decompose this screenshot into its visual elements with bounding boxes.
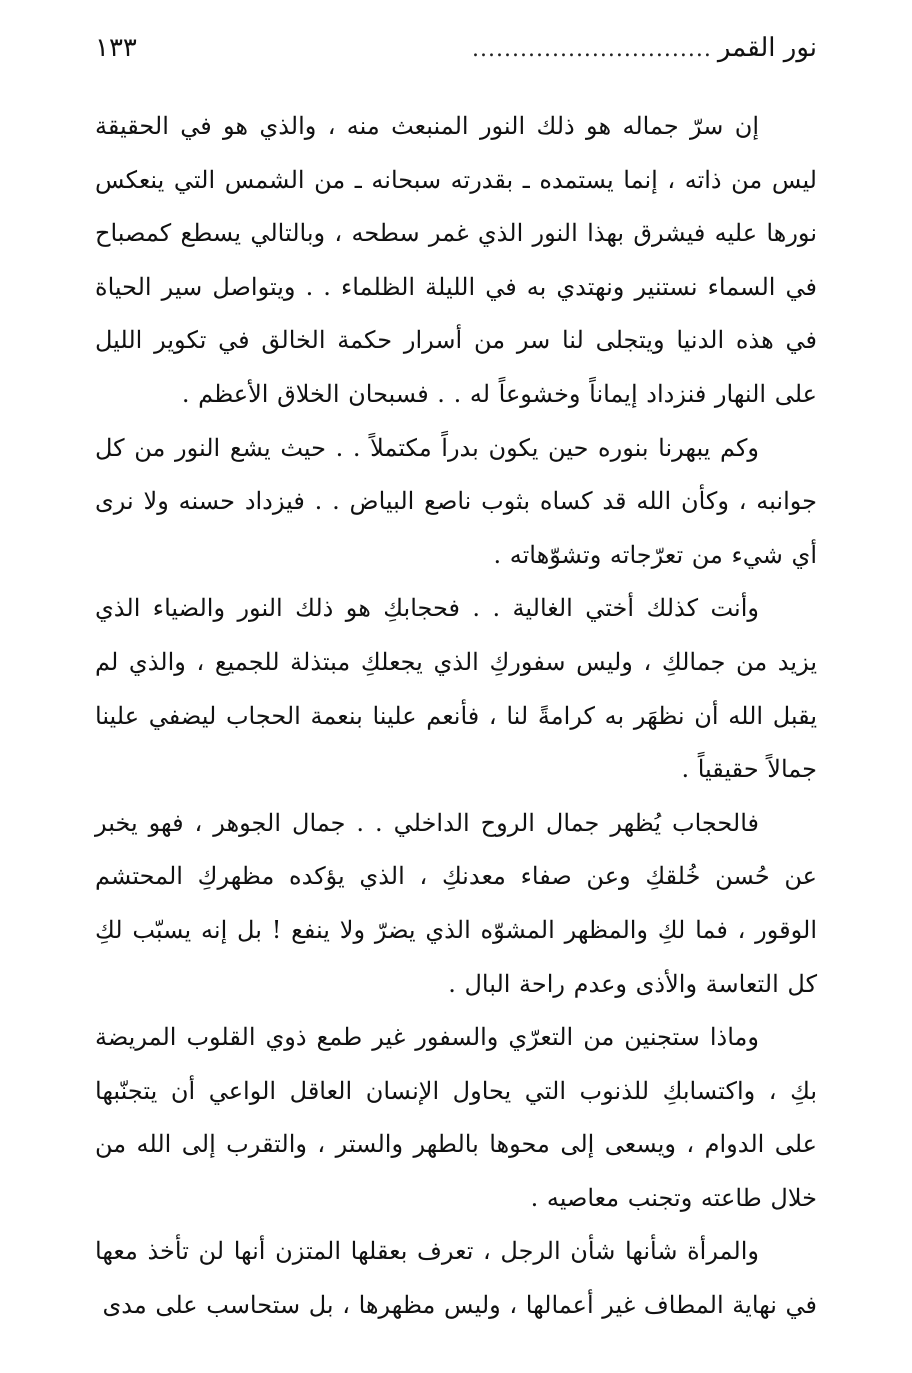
header-leader-dots: .............................. [472, 37, 712, 62]
paragraph-3: وأنت كذلك أختي الغالية . . فحجابكِ هو ذلك النور والضياء الذي يزيد من جمالكِ ، وليس سفوركِ الذي يجعلكِ مبتذلة للجميع ، والذي لم يقبل الله أن نظهَر به كرامةً لنا ، فأنعم علينا بنعمة الحجاب ليضفي علينا جمالاً حقيقياً . [95, 594, 817, 784]
book-title: نور القمر [717, 33, 817, 63]
paragraph-1: إن سرّ جماله هو ذلك النور المنبعث منه ، والذي هو في الحقيقة ليس من ذاته ، إنما يستمده ـ بقدرته سبحانه ـ من الشمس التي ينعكس نورها عليه فيشرق بهذا النور الذي غمر سطحه ، وبالتالي يسطع كمصباح في السماء نستنير ونهتدي به في الليلة الظلماء . . ويتواصل سير الحياة في هذه الدنيا ويتجلى لنا سر من أسرار حكمة الخالق في تكوير الليل على النهار فنزداد إيماناً وخشوعاً له . . فسبحان الخلاق الأعظم . [95, 112, 817, 408]
page-number: ١٣٣ [95, 33, 137, 63]
body-text [95, 100, 817, 1333]
paragraph-2: وكم يبهرنا بنوره حين يكون بدراً مكتملاً . . حيث يشع النور من كل جوانبه ، وكأن الله قد كساه بثوب ناصع البياض . . فيزداد حسنه ولا نرى أي شيء من تعرّجاته وتشوّهاته . [95, 433, 817, 569]
paragraph-4: فالحجاب يُظهر جمال الروح الداخلي . . جمال الجوهر ، فهو يخبر عن حُسن خُلقكِ وعن صفاء معدنكِ ، الذي يؤكده مظهركِ المحتشم الوقور ، فما لكِ والمظهر المشوّه الذي يضرّ ولا ينفع ! بل إنه يسبّب لكِ كل التعاسة والأذى وعدم راحة البال . [95, 808, 817, 998]
paragraph-6: والمرأة شأنها شأن الرجل ، تعرف بعقلها المتزن أنها لن تأخذ معها في نهاية المطاف غير أعمالها ، وليس مظهرها ، بل ستحاسب على مدى [95, 1237, 817, 1320]
paragraph-5: وماذا ستجنين من التعرّي والسفور غير طمع ذوي القلوب المريضة بكِ ، واكتسابكِ للذنوب التي يحاول الإنسان العاقل الواعي أن يتجنّبها على الدوام ، ويسعى إلى محوها بالطهر والستر ، والتقرب إلى الله من خلال طاعته وتجنب معاصيه . [95, 1023, 817, 1212]
running-header [95, 28, 817, 68]
